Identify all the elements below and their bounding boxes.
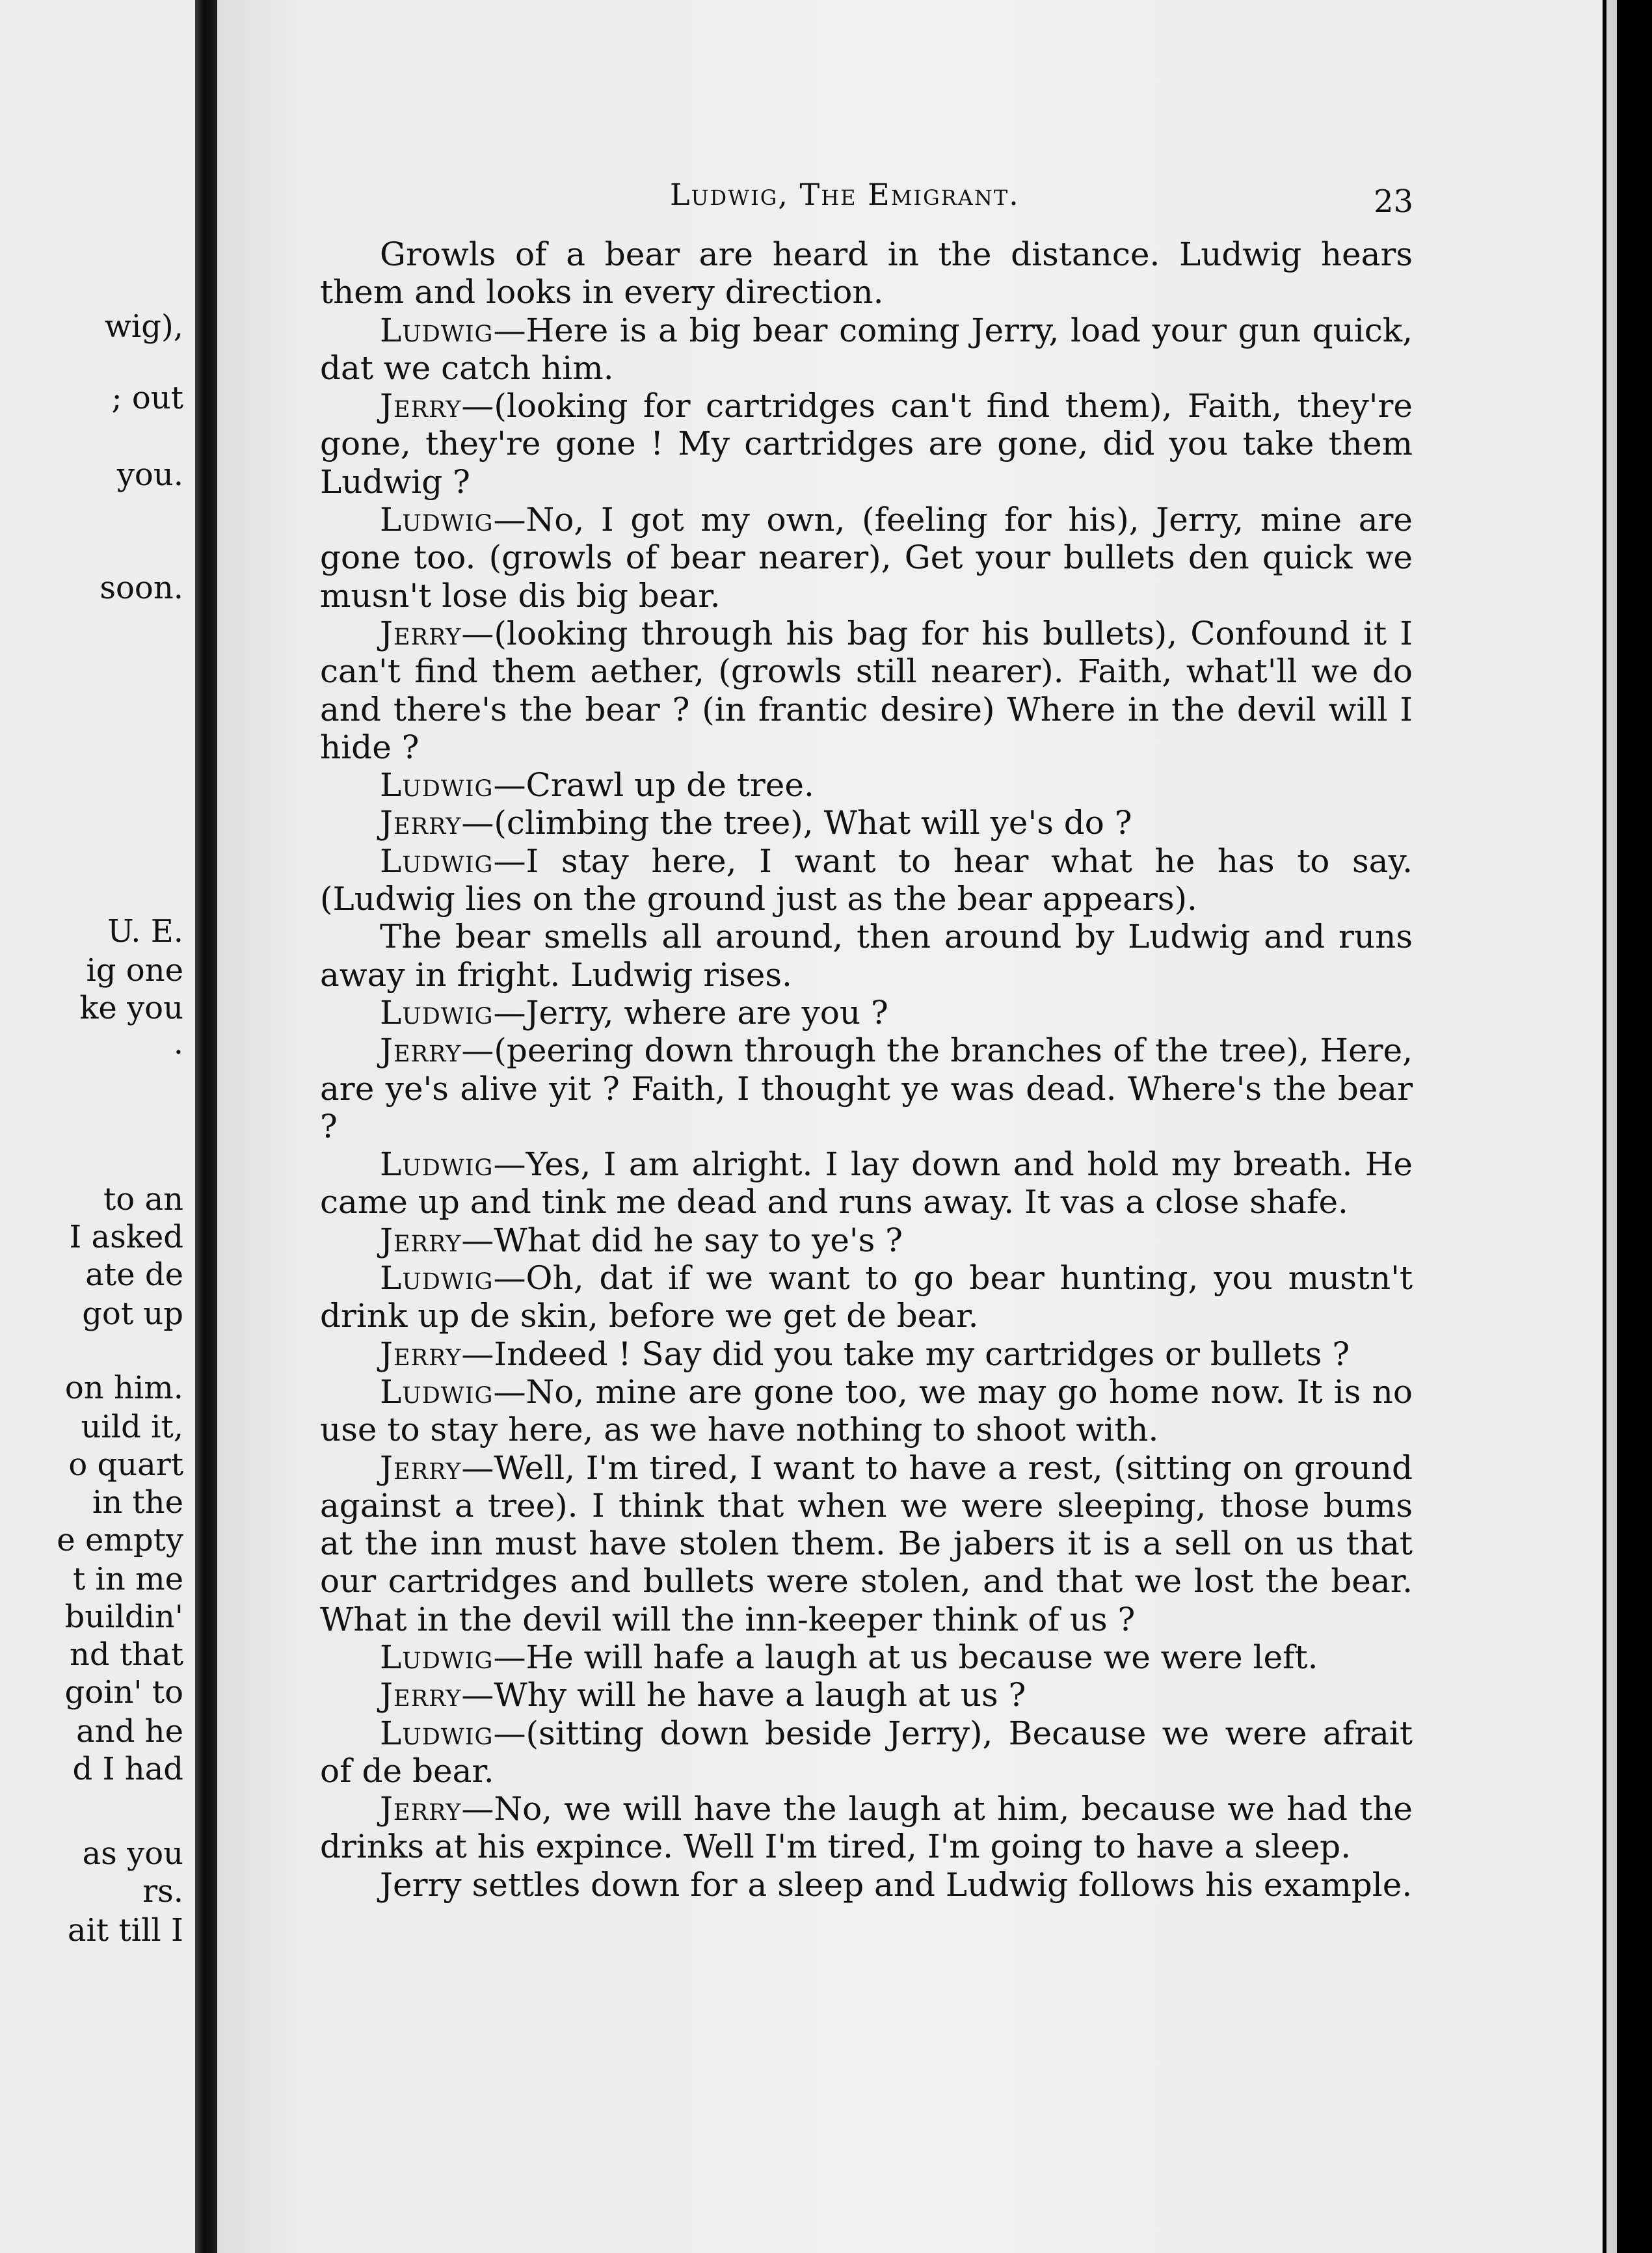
dialogue-line: [320, 1221, 1413, 1259]
page-edge-stripe: [1606, 0, 1617, 2253]
left-page-text-fragment: and he: [76, 1713, 183, 1750]
paragraph-text: —(climbing the tree), What will ye's do ?: [461, 804, 1132, 842]
paragraph-text: —Why will he have a laugh at us ?: [461, 1676, 1026, 1714]
speaker-name: Ludwig: [380, 1372, 494, 1411]
speaker-name: Jerry: [380, 1448, 462, 1487]
speaker-name: Ludwig: [380, 1638, 494, 1676]
left-page-text-fragment: on him.: [64, 1370, 183, 1406]
dialogue-line: [320, 842, 1413, 918]
left-page-text-fragment: rs.: [142, 1873, 183, 1910]
speaker-name: Jerry: [380, 1335, 462, 1373]
left-page-text-fragment: wig),: [104, 308, 183, 345]
left-page-text-fragment: e empty: [57, 1522, 183, 1558]
left-page-text-fragment: ate de: [85, 1257, 183, 1293]
book-gutter: [195, 0, 217, 2253]
left-page-text-fragment: ig one: [86, 952, 183, 989]
speaker-name: Jerry: [380, 1790, 462, 1828]
left-page-text-fragment: ; out: [111, 380, 183, 416]
left-page-text-fragment: U. E.: [107, 913, 183, 950]
left-page-text-fragment: you.: [116, 457, 183, 493]
dialogue-line: [320, 1449, 1413, 1638]
dialogue-line: [320, 766, 1413, 804]
left-page-text-fragment: I asked: [69, 1219, 183, 1255]
left-page-text-fragment: to an: [103, 1181, 183, 1218]
dialogue-line: [320, 615, 1413, 766]
dialogue-line: [320, 501, 1413, 615]
paragraph-text: Growls of a bear are heard in the distance. Ludwig hears them and looks in every direction.: [320, 235, 1413, 312]
left-page-text-fragment: got up: [82, 1296, 183, 1332]
speaker-name: Ludwig: [380, 842, 494, 880]
paragraph-text: —(peering down through the branches of the tree), Here, are ye's alive yit ? Faith, I thought ye was dead. Where's the bear ?: [320, 1032, 1413, 1145]
paragraph-text: —(looking for cartridges can't find them), Faith, they're gone, they're gone ! My cartridges are gone, did you take them Ludwig ?: [320, 387, 1413, 501]
paragraph-text: —No, we will have the laugh at him, because we had the drinks at his expince. Well I'm tired, I'm going to have a sleep.: [320, 1790, 1413, 1866]
paragraph-text: —What did he say to ye's ?: [461, 1221, 903, 1259]
speaker-name: Ludwig: [380, 1714, 494, 1752]
left-page-text-fragment: t in me: [73, 1561, 183, 1597]
left-page-text-fragment: d I had: [72, 1751, 183, 1787]
paragraph-text: —(looking through his bag for his bullets), Confound it I can't find them aether, (growls still nearer). Faith, what'll we do and there's the bear ? (in frantic desire) Where in the devil will I hide ?: [320, 614, 1413, 766]
dialogue-line: [320, 387, 1413, 501]
speaker-name: Ludwig: [380, 766, 494, 805]
dialogue-line: [320, 1714, 1413, 1791]
left-page-text-fragment: nd that: [69, 1636, 183, 1673]
play-text: [320, 235, 1413, 1904]
paragraph-text: The bear smells all around, then around by Ludwig and runs away in fright. Ludwig rises.: [320, 918, 1413, 994]
dialogue-line: [320, 1032, 1413, 1145]
speaker-name: Ludwig: [380, 501, 494, 539]
running-head: Ludwig, The Emigrant.: [670, 177, 1020, 212]
left-page-text-fragment: goin' to: [64, 1674, 183, 1711]
speaker-name: Jerry: [380, 1221, 462, 1259]
dialogue-line: [320, 1638, 1413, 1676]
stage-direction: [320, 918, 1413, 994]
left-page-text-fragment: in the: [92, 1484, 183, 1521]
paragraph-text: —Here is a big bear coming Jerry, load your gun quick, dat we catch him.: [320, 311, 1413, 387]
speaker-name: Ludwig: [380, 1145, 494, 1184]
dialogue-line: [320, 1259, 1413, 1335]
speaker-name: Jerry: [380, 1676, 462, 1714]
left-page-text-fragment: buildin': [64, 1599, 183, 1635]
left-page-text-fragment: ke you: [79, 990, 183, 1026]
paragraph-text: —Crawl up de tree.: [493, 766, 814, 805]
speaker-name: Jerry: [380, 804, 462, 842]
paragraph-text: —Indeed ! Say did you take my cartridges or bullets ?: [461, 1335, 1350, 1373]
left-page-fragment: [0, 0, 195, 2253]
page-number: 23: [1374, 183, 1414, 220]
page-edge: [1603, 0, 1652, 2253]
dialogue-line: [320, 1790, 1413, 1866]
left-page-text-fragment: soon.: [100, 570, 183, 606]
dialogue-line: [320, 1335, 1413, 1373]
dialogue-line: [320, 312, 1413, 388]
dialogue-line: [320, 1373, 1413, 1449]
paragraph-text: —(sitting down beside Jerry), Because we were afrait of de bear.: [320, 1714, 1413, 1790]
paragraph-text: —Yes, I am alright. I lay down and hold my breath. He came up and tink me dead and runs away. It vas a close shafe.: [320, 1145, 1413, 1221]
dialogue-line: [320, 1145, 1413, 1221]
speaker-name: Ludwig: [380, 993, 494, 1032]
stage-direction: [320, 1866, 1413, 1904]
paragraph-text: Jerry settles down for a sleep and Ludwig follows his example.: [380, 1865, 1413, 1904]
speaker-name: Jerry: [380, 614, 462, 652]
speaker-name: Jerry: [380, 387, 462, 425]
left-page-text-fragment: uild it,: [81, 1409, 183, 1445]
left-page-text-fragment: as you: [82, 1835, 183, 1872]
dialogue-line: [320, 804, 1413, 842]
stage-direction: [320, 235, 1413, 312]
left-page-text-fragment: o quart: [68, 1446, 183, 1483]
left-page-text-fragment: .: [173, 1025, 183, 1061]
dialogue-line: [320, 1676, 1413, 1714]
paragraph-text: —Jerry, where are you ?: [493, 993, 888, 1032]
speaker-name: Jerry: [380, 1032, 462, 1070]
left-page-text-fragment: ait till I: [67, 1912, 183, 1949]
paragraph-text: —No, mine are gone too, we may go home now. It is no use to stay here, as we have nothing to shoot with.: [320, 1372, 1413, 1449]
paragraph-text: —I stay here, I want to hear what he has to say. (Ludwig lies on the ground just as the bear appears).: [320, 842, 1413, 918]
paragraph-text: —Oh, dat if we want to go bear hunting, you mustn't drink up de skin, before we get de bear.: [320, 1259, 1413, 1335]
speaker-name: Ludwig: [380, 311, 494, 349]
dialogue-line: [320, 994, 1413, 1032]
paragraph-text: —No, I got my own, (feeling for his), Jerry, mine are gone too. (growls of bear nearer), Get your bullets den quick we musn't lose dis big bear.: [320, 501, 1413, 615]
paragraph-text: —He will hafe a laugh at us because we were left.: [493, 1638, 1318, 1676]
speaker-name: Ludwig: [380, 1259, 494, 1298]
paragraph-text: —Well, I'm tired, I want to have a rest, (sitting on ground against a tree). I think that when we were sleeping, those bums at the inn must have stolen them. Be jabers it is a sell on us that our cartridges and bullets were stolen, and that we lost the bear. What in the devil will the inn-keeper think of us ?: [320, 1448, 1413, 1638]
